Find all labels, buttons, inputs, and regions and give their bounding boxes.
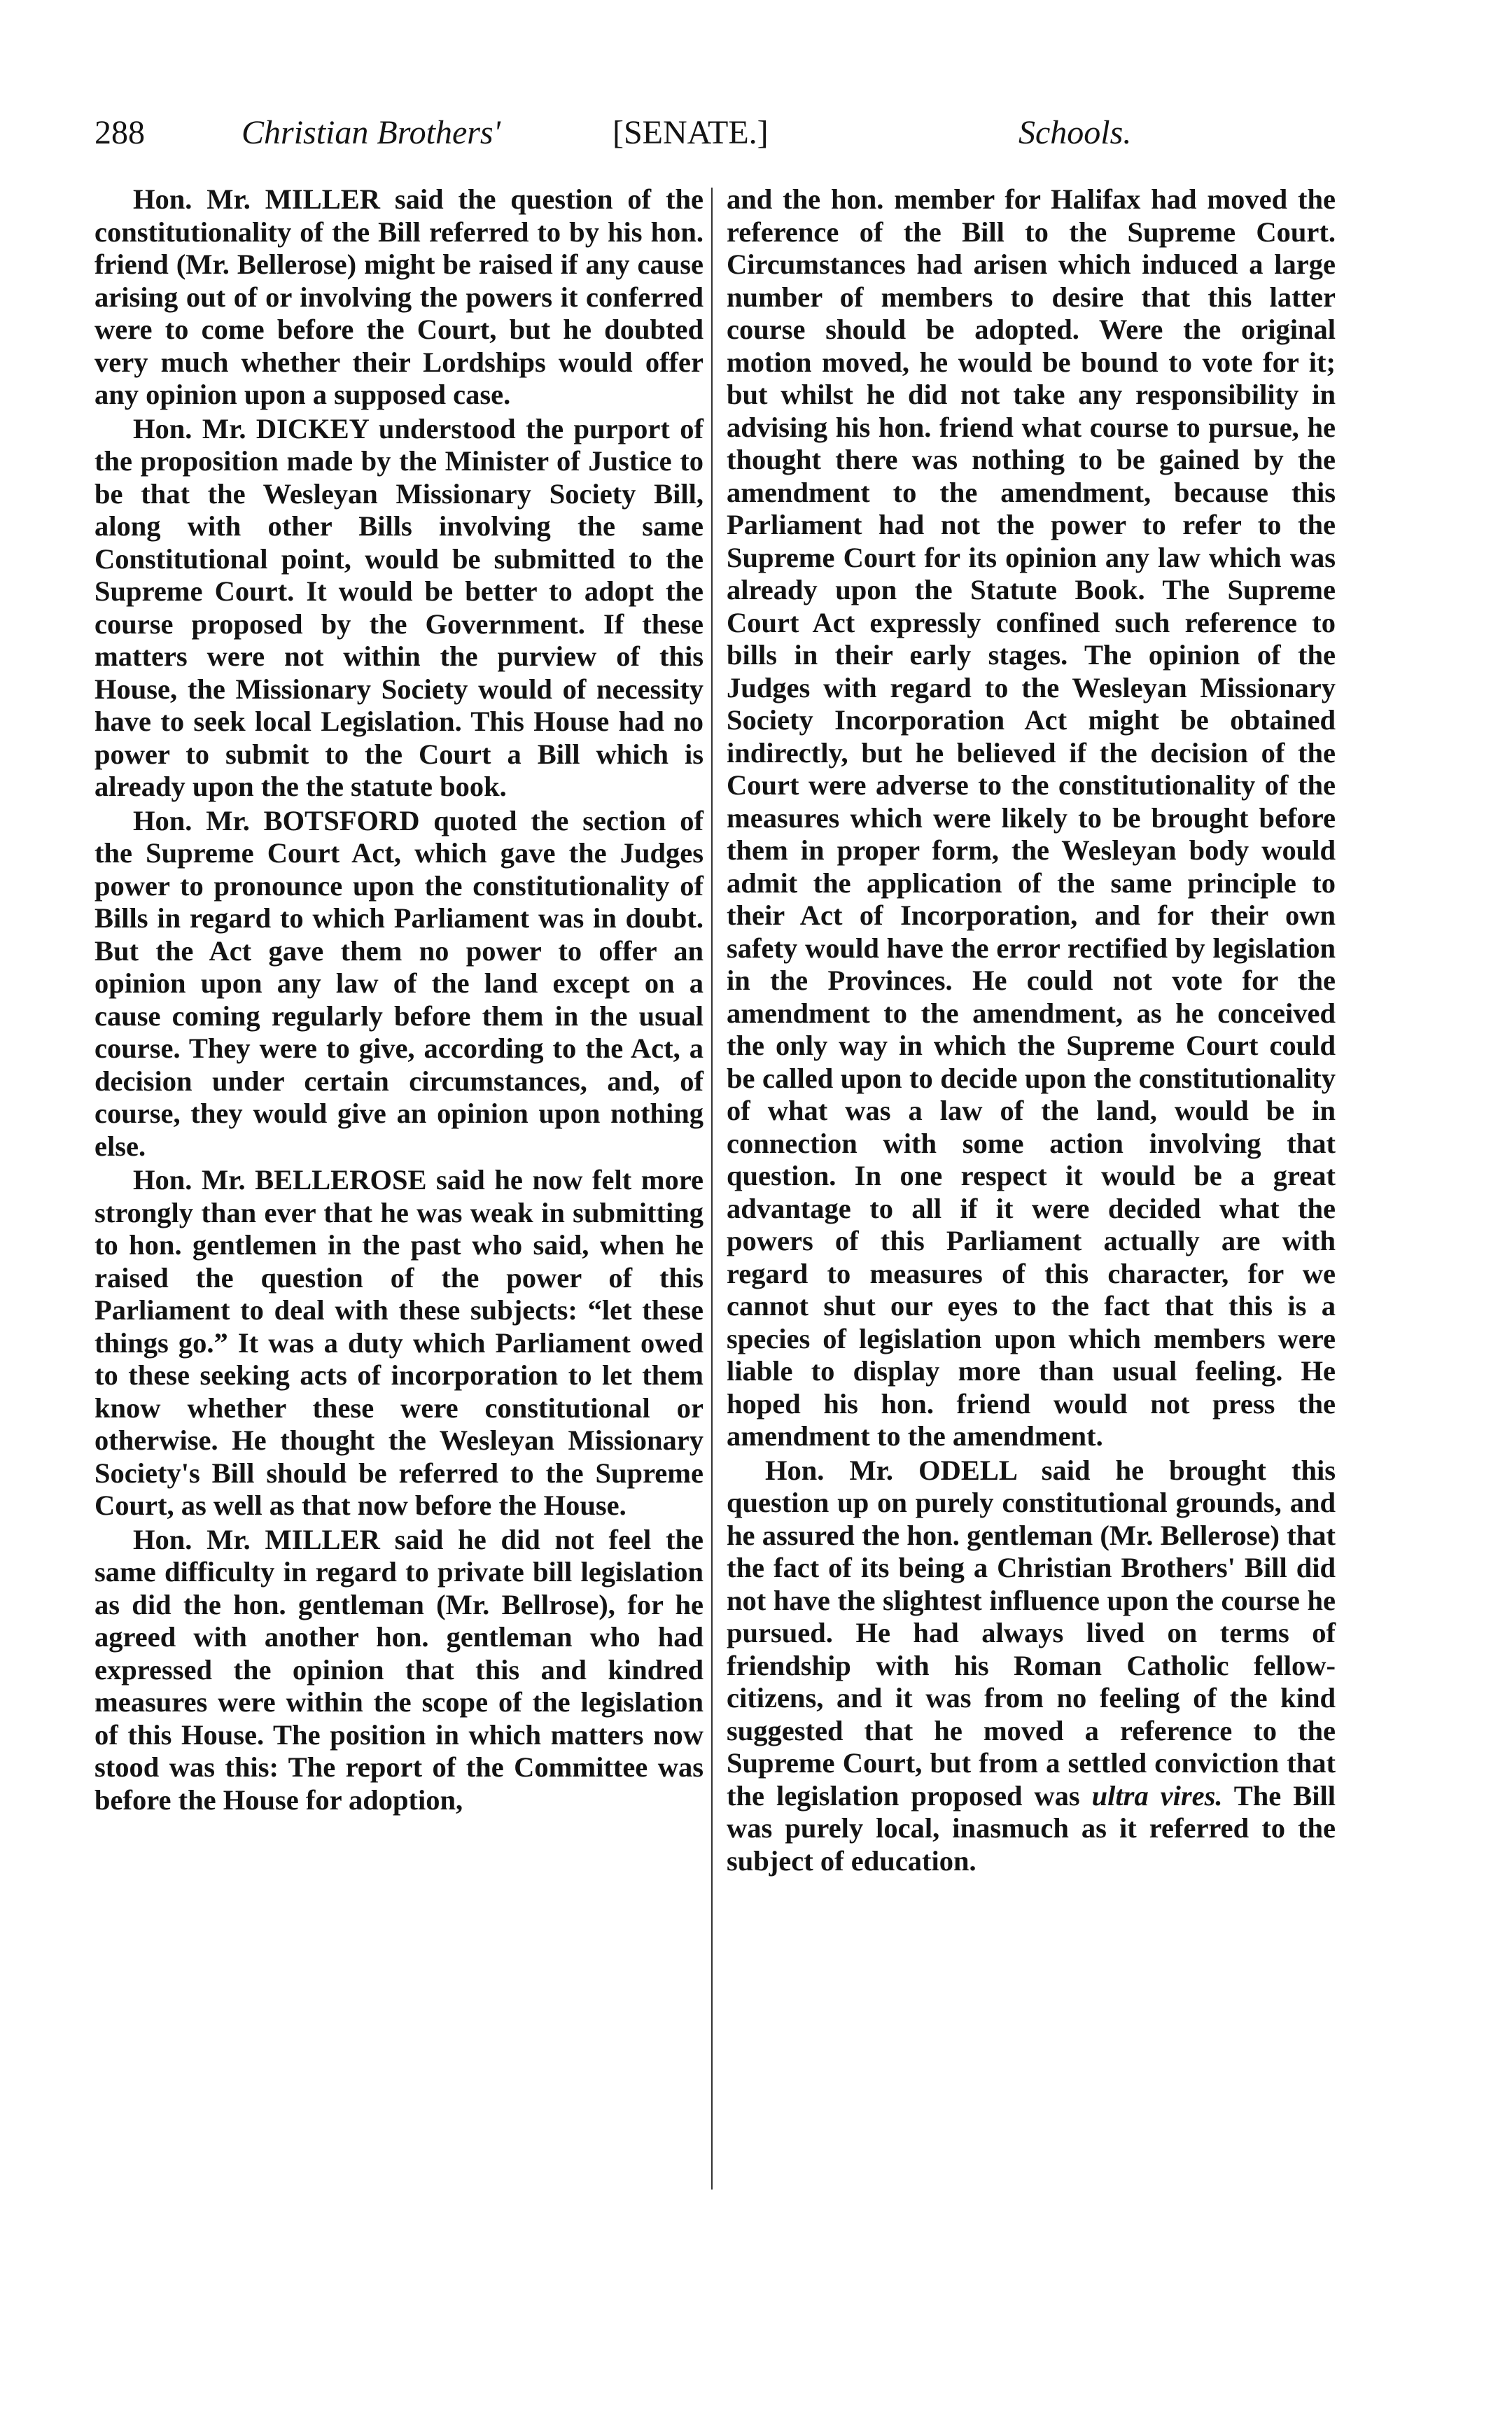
running-head-center: [SENATE.] [612, 114, 769, 151]
paragraph-miller-2: Hon. Mr. MILLER said he did not feel the same difficulty in regard to private bill legislation as did the hon. gentleman (Mr. Bellrose), for he agreed with another hon. gentleman who had expressed the opinion that this and kindred measures were within the scope of the legislation of this House. The position in which matters now stood was this: The report of the Committee was before the House for adoption, [94, 1523, 704, 1816]
running-head [94, 105, 1144, 161]
paragraph-dickey: Hon. Mr. DICKEY understood the purport of the proposition made by the Minister of Justice to be that the Wesleyan Missionary Society Bill, along with other Bills involving the same Constitutional point, would be submitted to the Supreme Court. It would be better to adopt the course proposed by the Government. If these matters were not within the purview of this House, the Missionary Society would of necessity have to seek local Legislation. This House had no power to submit to the Court a Bill which is already upon the the statute book. [94, 412, 704, 802]
page-number: 288 [94, 114, 145, 151]
paragraph-botsford: Hon. Mr. BOTSFORD quoted the section of the Supreme Court Act, which gave the Judges power to pronounce upon the constitutionality of Bills in regard to which Parliament was in doubt. But the Act gave them no power to offer an opinion upon any law of the land except on a cause coming regularly before them in the usual course. They were to give, according to the Act, a decision under certain circumstances, and, of course, they would give an opinion upon nothing else. [94, 804, 704, 1162]
running-head-right: Schools. [1018, 114, 1132, 151]
paragraph-bellerose: Hon. Mr. BELLEROSE said he now felt more strongly than ever that he was weak in submitting to hon. gentlemen in the past who said, when he raised the question of the power of this Parliament to deal with these subjects: “let these things go.” It was a duty which Parliament owed to these seeking acts of incorporation to let them know whether these were constitutional or otherwise. He thought the Wesleyan Missionary Society's Bill should be referred to the Supreme Court, as well as that now before the House. [94, 1164, 704, 1521]
running-head-left: Christian Brothers' [241, 114, 500, 151]
right-column [727, 183, 1336, 1877]
paragraph-odell [727, 1455, 1336, 1878]
paragraph-odell-text: Hon. Mr. ODELL said he brought this question up on purely constitutional grounds, and he assured the hon. gentleman (Mr. Bellerose) that the fact of its being a Christian Brothers' Bill did not have the slightest influence upon the course he pursued. He had always lived on terms of friendship with his Roman Catholic fellow-citizens, and it was from no feeling of the kind suggested that he moved a reference to the Supreme Court, but from a settled conviction that the legislation proposed was [727, 1454, 1336, 1812]
column-divider [711, 188, 713, 2190]
italic-ultra-vires: ultra vires. [1091, 1779, 1223, 1812]
paragraph-miller-continued: and the hon. member for Halifax had moved the reference of the Bill to the Supreme Court. Circumstances had arisen which induced a large number of members to desire that this latter course should be adopted. Were the original motion moved, he would be bound to vote for it; but whilst he did not take any responsibility in advising his hon. friend what course to pursue, he thought there was nothing to be gained by the amendment to the amendment, because this Parliament had not the power to refer to the Supreme Court for its opinion any law which was already upon the Statute Book. The Supreme Court Act expressly confined such reference to bills in their early stages. The opinion of the Judges with regard to the Wesleyan Missionary Society Incorporation Act might be obtained indirectly, but he believed if the decision of the Court were adverse to the constitutionality of the measures which were likely to be brought before them in proper form, the Wesleyan body would admit the application of the same principle to their Act of Incorporation, and for their own safety would have the error rectified by legislation in the Provinces. He could not vote for the amendment to the amendment, as he conceived the only way in which the Supreme Court could be called upon to decide upon the constitutionality of what was a law of the land, would be in connection with some action involving that question. In one respect it would be a great advantage to all if it were decided what the powers of this Parliament actually are with regard to measures of this character, for we cannot shut our eyes to the fact that this is a species of legislation upon which members were liable to display more than usual feeling. He hoped his hon. friend would not press the amendment to the amendment. [727, 183, 1336, 1452]
paragraph-odell-end: The Bill was purely local, inasmuch as it referred to the subject of education. [727, 1779, 1336, 1877]
left-column [94, 183, 704, 1816]
paragraph-miller-1: Hon. Mr. MILLER said the question of the constitutionality of the Bill referred to by his hon. friend (Mr. Bellerose) might be raised if any cause arising out of or involving the powers it conferred were to come before the Court, but he doubted very much whether their Lordships would offer any opinion upon a supposed case. [94, 183, 704, 410]
